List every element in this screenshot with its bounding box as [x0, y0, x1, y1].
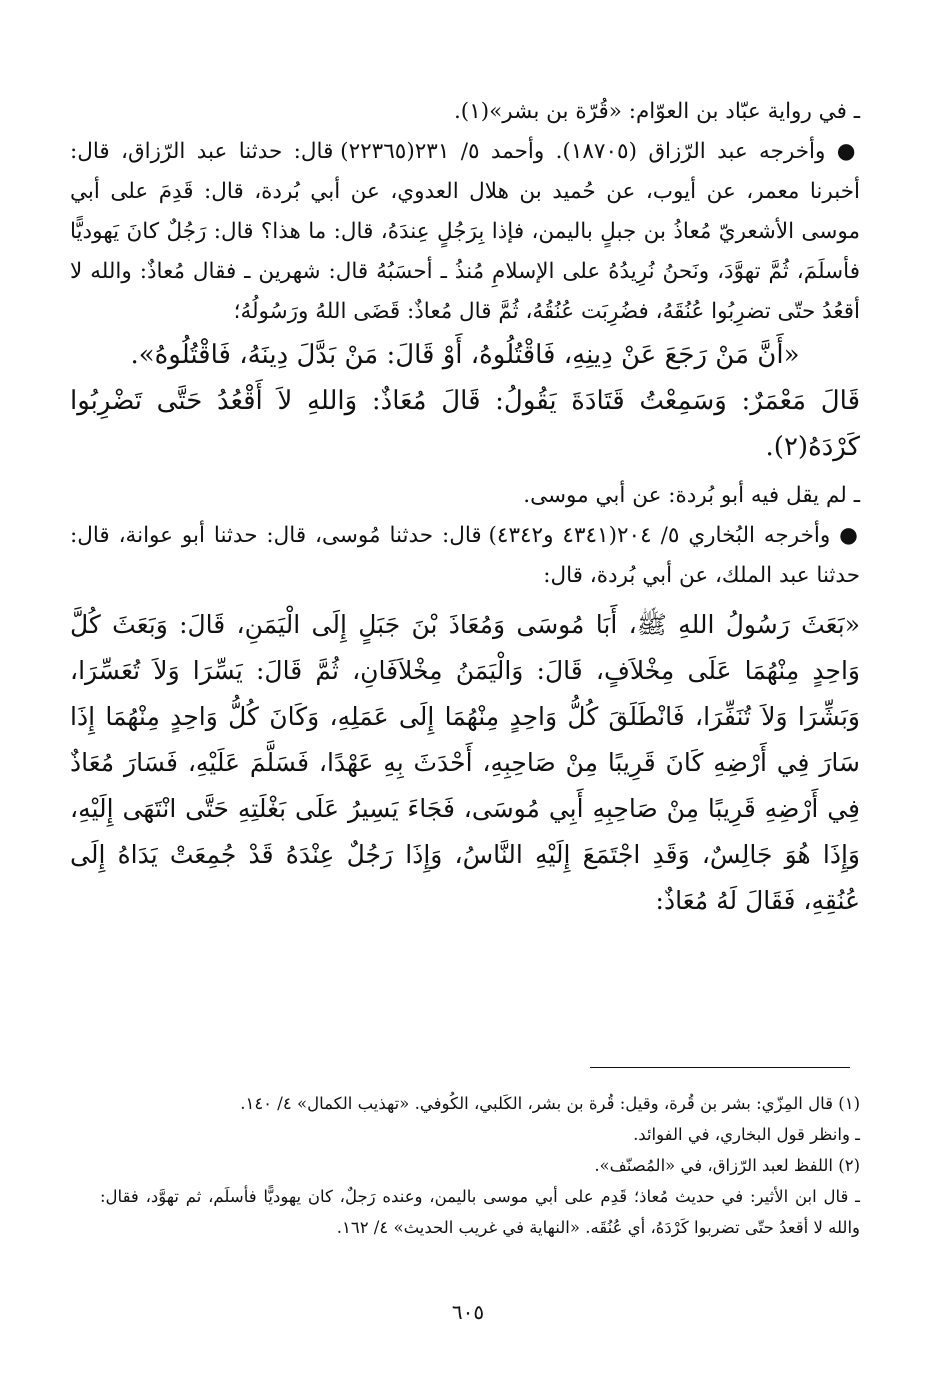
footnote-divider	[590, 1067, 850, 1068]
main-text	[70, 92, 860, 924]
footnote: ـ وانظر قول البخاري، في الفوائد.	[633, 1125, 860, 1144]
hadith-text: «أَنَّ مَنْ رَجَعَ عَنْ دِينِهِ، فَاقْتُلُوهُ، أَوْ قَالَ: مَنْ بَدَّلَ دِينَهُ، فَاقْتُلُوهُ».	[130, 340, 800, 370]
page-number: ٦٠٥	[451, 1300, 485, 1324]
footnotes	[100, 1088, 860, 1243]
narration-note: ـ في رواية عبّاد بن العوّام: «قُرّة بن بشر»(١).	[453, 99, 860, 124]
hadith-text: قَالَ مَعْمَرٌ: وَسَمِعْتُ قَتَادَةَ يَقُولُ: قَالَ مُعَاذٌ: وَاللهِ لاَ أَقْعُدُ حَتَّى تَضْرِبُوا كَرْدَهُ(٢).	[70, 386, 860, 462]
takhrij-paragraph: ● وأخرجه البُخاري ٥/ ٢٠٤(٤٣٤١ و٤٣٤٢) قال: حدثنا مُوسى، قال: حدثنا أبو عوانة، قال: حدثنا عبد الملك، عن أبي بُردة، قال:	[70, 523, 860, 588]
takhrij-paragraph: ● وأخرجه عبد الرّزاق (١٨٧٠٥). وأحمد ٥/ ٢٣١(٢٢٣٦٥) قال: حدثنا عبد الرّزاق، قال: أخبرنا معمر، عن أيوب، عن حُميد بن هلال العدوي، عن أبي بُردة، قال: قَدِمَ على أبي موسى الأشعريّ مُعاذُ بن جبلٍ باليمن، فإذا بِرَجُلٍ عِندَهُ، قال: ما هذا؟ قال: رَجُلٌ كانَ يَهوديًّا فأسلَمَ، ثُمَّ تهوَّدَ، ونَحنُ نُرِيدُهُ على الإسلامِ مُنذُ ـ أحسَبُهُ قال: شهرين ـ فقال مُعاذٌ: والله لا أقعُدُ حتّى تضرِبُوا عُنُقَهُ، فضُرِبَت عُنُقُهُ، ثُمَّ قال مُعاذٌ: قَضَى اللهُ ورَسُولُهُ؛	[70, 139, 860, 324]
narration-note: ـ لم يقل فيه أبو بُردة: عن أبي موسى.	[523, 483, 860, 508]
footnote: (٢) اللفظ لعبد الرّزاق، في «المُصنّف».	[594, 1156, 860, 1175]
footnote: ـ قال ابن الأثير: في حديث مُعاذ؛ قَدِم على أبي موسى باليمن، وعنده رَجلٌ، كان يهوديًّا فأسلَم، ثم تهوَّد، فقال: والله لا أقعدُ حتّى تضربوا كَرْدَهُ، أي عُنُقَه. «النهاية في غريب الحديث» ٤/ ١٦٢.	[100, 1187, 860, 1237]
footnote: (١) قال المِزّي: بشر بن قُرة، وقيل: قُرة بن بشر، الكَلبي، الكُوفي. «تهذيب الكمال» ٤/ ١٤٠.	[240, 1094, 860, 1113]
hadith-text: «بَعَثَ رَسُولُ اللهِ ﷺ، أَبَا مُوسَى وَمُعَاذَ بْنَ جَبَلٍ إِلَى الْيَمَنِ، قَالَ: وَبَعَثَ كُلَّ وَاحِدٍ مِنْهُمَا عَلَى مِخْلاَفٍ، قَالَ: وَالْيَمَنُ مِخْلاَفَانِ، ثُمَّ قَالَ: يَسِّرَا وَلاَ تُعَسِّرَا، وَبَشِّرَا وَلاَ تُنَفِّرَا، فَانْطَلَقَ كُلُّ وَاحِدٍ مِنْهُمَا إِلَى عَمَلِهِ، وَكَانَ كُلُّ وَاحِدٍ مِنْهُمَا إِذَا سَارَ فِي أَرْضِهِ كَانَ قَرِيبًا مِنْ صَاحِبِهِ، أَحْدَثَ بِهِ عَهْدًا، فَسَلَّمَ عَلَيْهِ، فَسَارَ مُعَاذٌ فِي أَرْضِهِ قَرِيبًا مِنْ صَاحِبِهِ أَبِي مُوسَى، فَجَاءَ يَسِيرُ عَلَى بَغْلَتِهِ حَتَّى انْتَهَى إِلَيْهِ، وَإِذَا هُوَ جَالِسٌ، وَقَدِ اجْتَمَعَ إِلَيْهِ النَّاسُ، وَإِذَا رَجُلٌ عِنْدَهُ قَدْ جُمِعَتْ يَدَاهُ إِلَى عُنُقِهِ، فَقَالَ لَهُ مُعَاذٌ:	[70, 610, 860, 915]
